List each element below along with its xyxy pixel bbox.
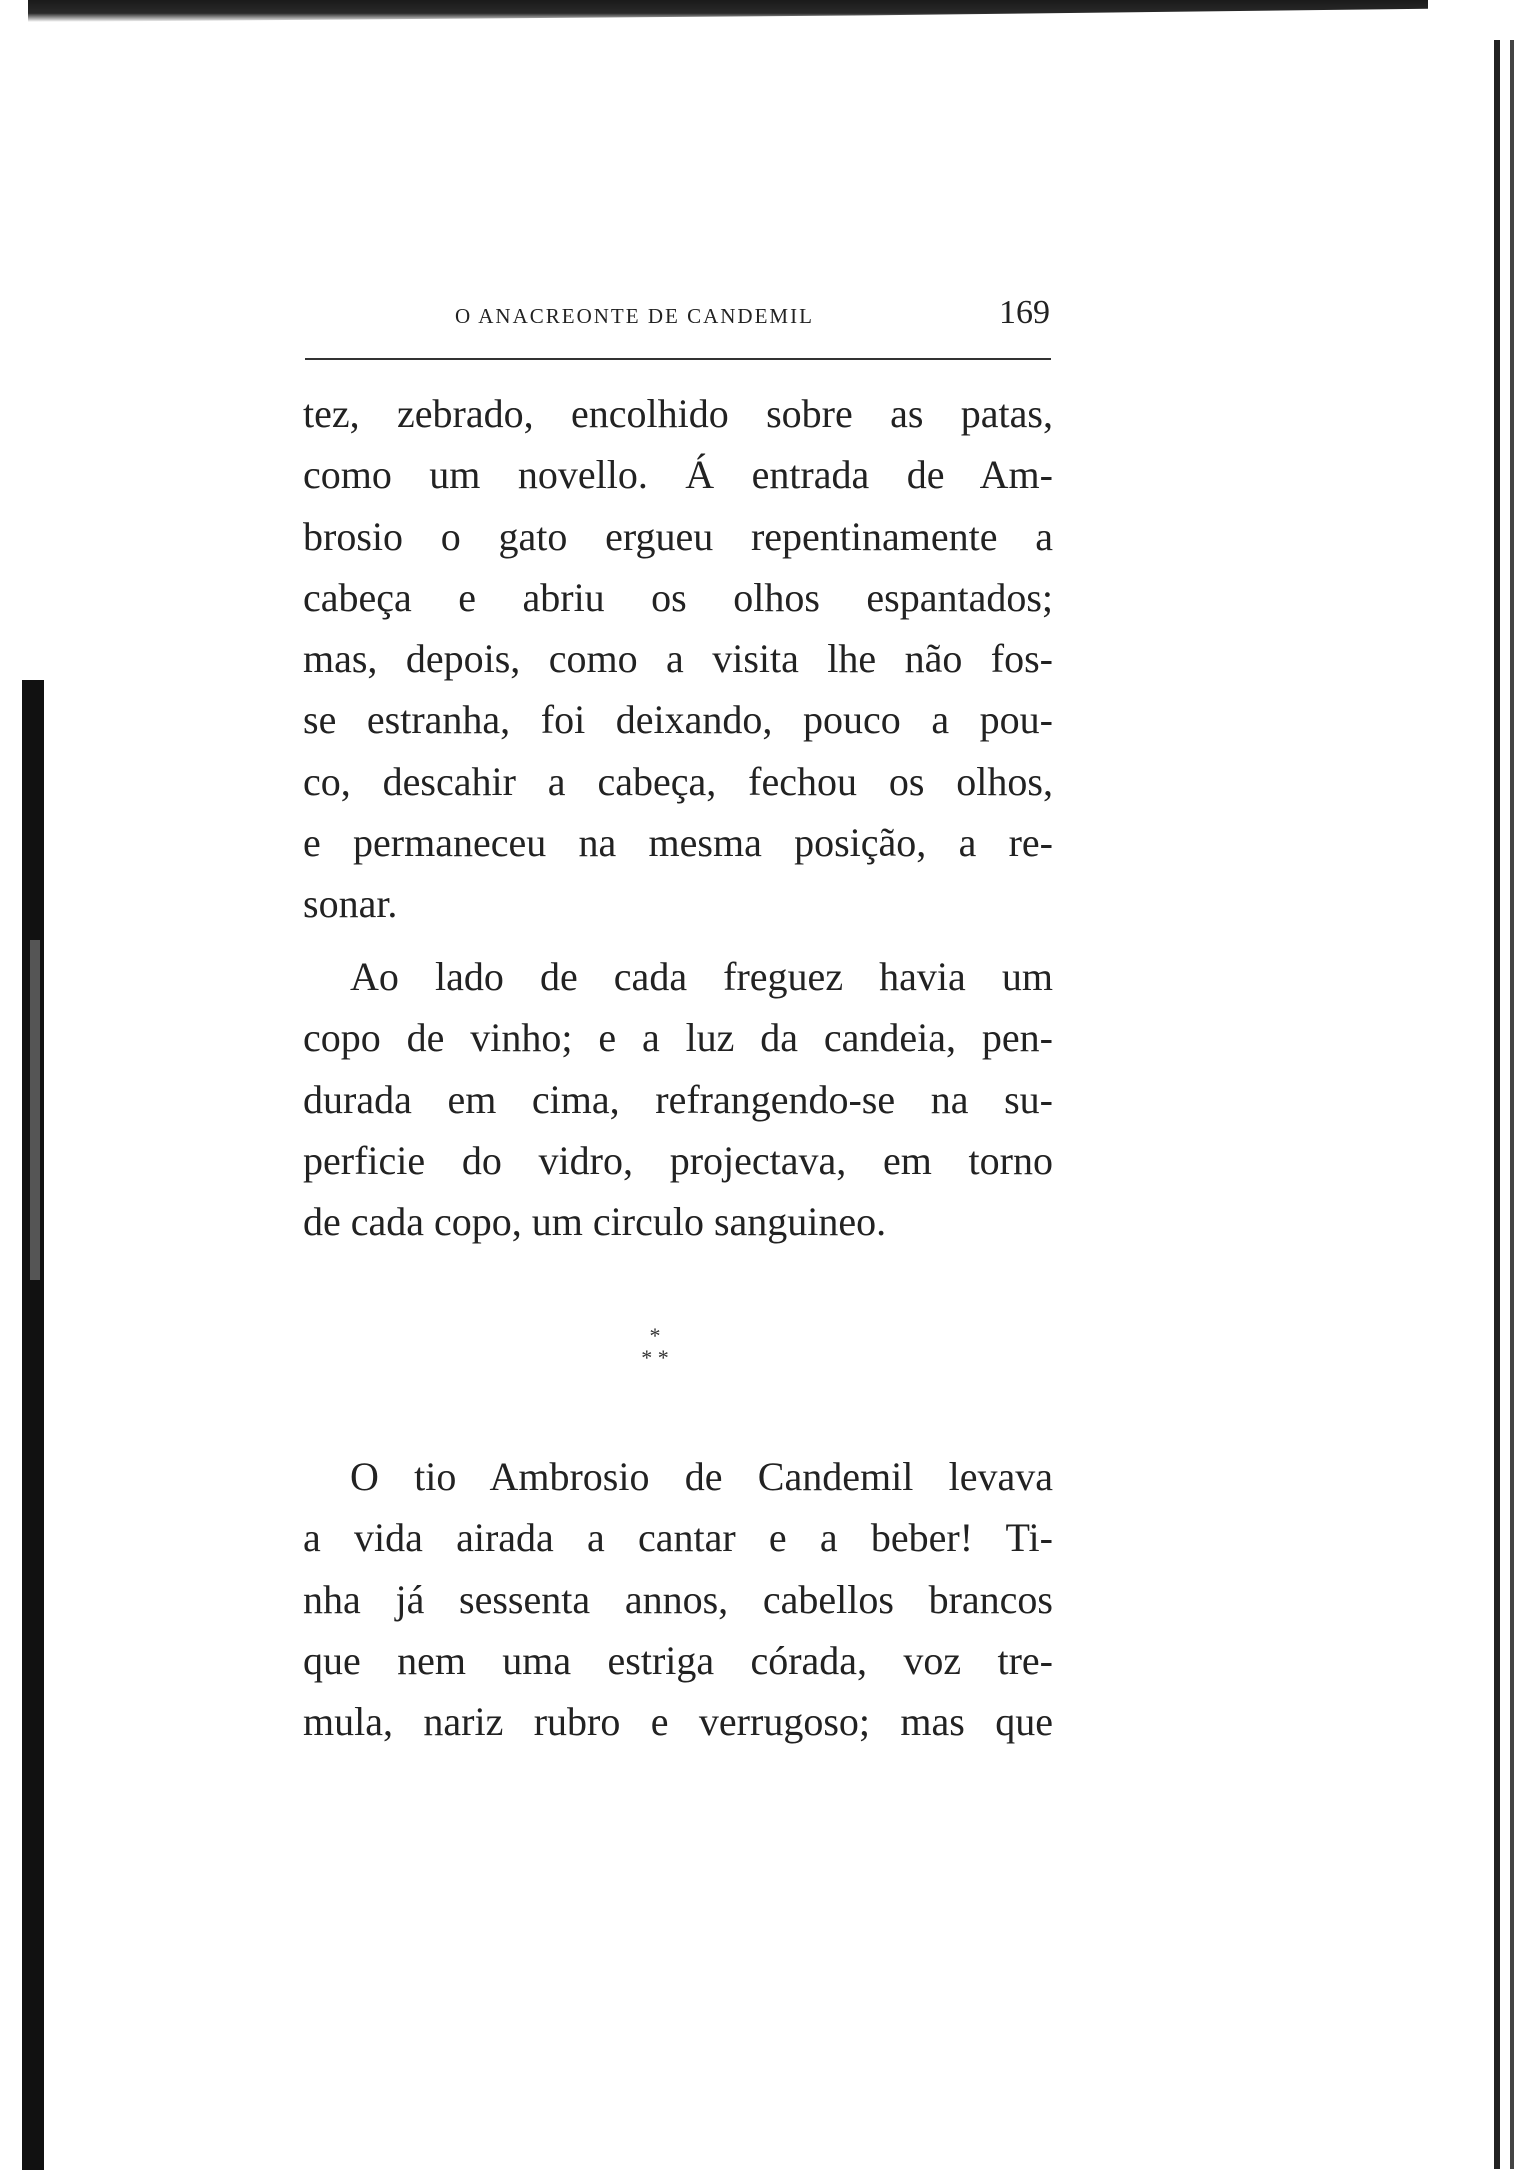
text-line: durada em cima, refrangendo-se na su- — [303, 1076, 1053, 1122]
text-line: de cada copo, um circulo sanguineo. — [303, 1199, 887, 1245]
text-line: Ao lado de cada freguez havia um — [350, 954, 1053, 999]
asterism-top: * — [649, 1323, 661, 1348]
asterism-bottom: * * — [641, 1345, 669, 1370]
running-title: O ANACREONTE DE CANDEMIL — [455, 304, 814, 328]
text-line: perficie do vidro, projectava, em torno — [303, 1137, 1053, 1183]
text-line: que nem uma estriga córada, voz tre- — [303, 1637, 1053, 1683]
text-line: sonar. — [303, 881, 398, 927]
text-line: nha já sessenta annos, cabellos brancos — [303, 1576, 1053, 1622]
scan-left-edge — [0, 0, 46, 2169]
scan-right-edge — [1484, 40, 1526, 2169]
text-line: mas, depois, como a visita lhe não fos- — [303, 636, 1053, 682]
text-line: brosio o gato ergueu repentinamente a — [303, 513, 1053, 559]
text-line: tez, zebrado, encolhido sobre as patas, — [303, 391, 1053, 436]
text-line: a vida airada a cantar e a beber! Ti- — [303, 1515, 1053, 1561]
text-line: como um novello. Á entrada de Am- — [303, 452, 1053, 498]
paragraph-1 — [303, 383, 1053, 935]
section-break-asterism — [625, 1325, 685, 1375]
text-line: co, descahir a cabeça, fechou os olhos, — [303, 758, 1053, 804]
text-line: mula, nariz rubro e verrugoso; mas que — [303, 1699, 1053, 1745]
text-line: se estranha, foi deixando, pouco a pou- — [303, 697, 1053, 743]
page-number: 169 — [999, 294, 1050, 331]
header-rule — [305, 358, 1051, 360]
running-head — [305, 288, 1055, 348]
paragraph-2 — [303, 946, 1053, 1252]
scan-top-edge — [28, 0, 1428, 22]
text-line: e permaneceu na mesma posição, a re- — [303, 820, 1053, 866]
paragraph-3 — [303, 1446, 1053, 1752]
text-line: copo de vinho; e a luz da candeia, pen- — [303, 1015, 1053, 1061]
text-line: cabeça e abriu os olhos espantados; — [303, 574, 1053, 620]
text-line: O tio Ambrosio de Candemil levava — [350, 1454, 1053, 1499]
